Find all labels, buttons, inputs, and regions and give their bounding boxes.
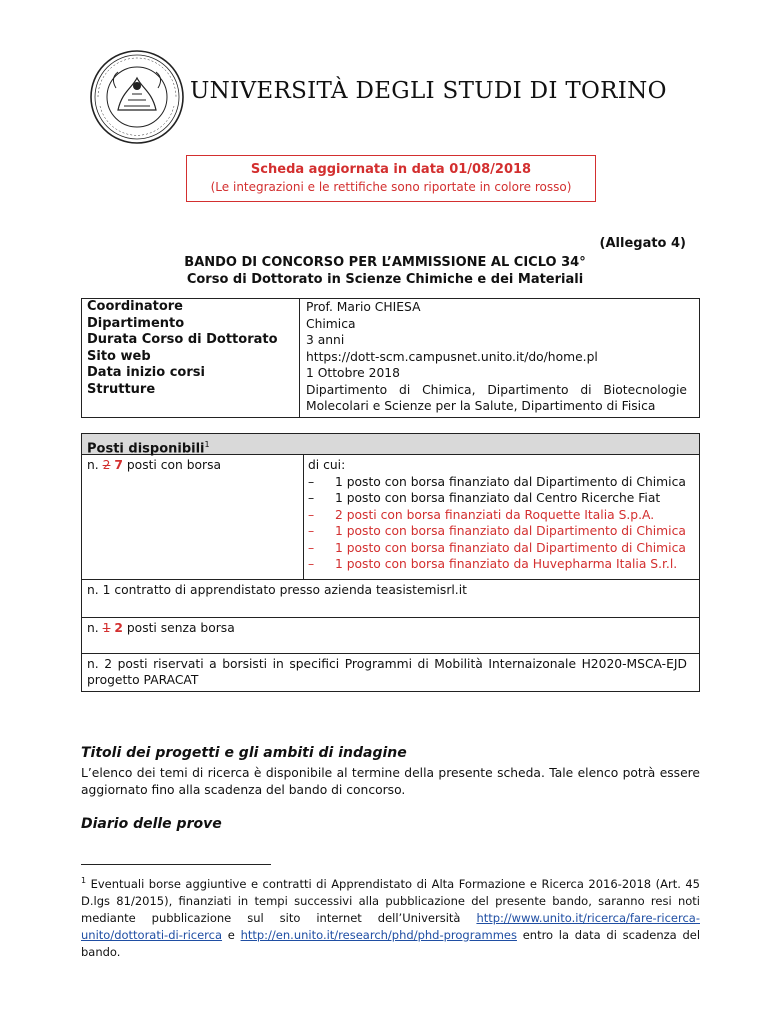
website-url[interactable]: https://dott-scm.campusnet.unito.it/do/home.pl xyxy=(306,349,598,364)
old-count: 1 xyxy=(102,620,111,635)
di-cui-label: di cui: xyxy=(308,458,346,472)
posti-heading-text: Posti disponibili xyxy=(87,441,205,457)
footnote-number: 1 xyxy=(81,876,87,885)
info-value: 3 anni xyxy=(306,333,345,347)
posti-heading xyxy=(82,434,699,455)
university-seal xyxy=(88,48,186,146)
apprendistato-text: n. 1 contratto di apprendistato presso azienda teasistemisrl.it xyxy=(87,582,467,597)
new-count: 2 xyxy=(114,620,123,635)
list-item-text: 1 posto con borsa finanziato dal Dipartimento di Chimica xyxy=(335,524,686,538)
new-count: 7 xyxy=(114,458,123,472)
footnote-link-dottorati[interactable]: http://www.unito.it/ricerca/fare-ricerca-unito/dottorati-di-ricerca xyxy=(81,910,700,942)
footnote-text-end: entro la data di scadenza del bando. xyxy=(81,927,701,959)
info-label: Dipartimento xyxy=(82,316,300,333)
footnote xyxy=(81,872,700,961)
info-row-sito xyxy=(82,349,699,366)
allegato-label: (Allegato 4) xyxy=(599,236,686,251)
update-note: (Le integrazioni e le rettifiche sono riportate in colore rosso) xyxy=(210,180,572,194)
info-row-coordinatore xyxy=(82,299,699,316)
info-row-dipartimento xyxy=(82,316,699,333)
update-date: Scheda aggiornata in data 01/08/2018 xyxy=(250,162,532,177)
bando-title-line1: BANDO DI CONCORSO PER L’AMMISSIONE AL CICLO 34° xyxy=(184,255,586,270)
dash-bullet: – xyxy=(308,557,315,571)
info-value: Chimica xyxy=(306,316,356,331)
posti-con-borsa-row xyxy=(82,455,699,580)
footnote-conjunction: e xyxy=(227,927,235,942)
dash-bullet: – xyxy=(308,524,315,538)
posti-count-cell xyxy=(82,455,304,579)
university-name: UNIVERSITÀ DEGLI STUDI DI TORINO xyxy=(190,78,667,104)
titoli-section-title: Titoli dei progetti e gli ambiti di indagine xyxy=(81,745,407,761)
bando-title xyxy=(0,254,770,288)
footnote-ref: 1 xyxy=(204,440,210,449)
list-item xyxy=(308,474,687,491)
posti-table xyxy=(81,433,700,692)
dash-bullet: – xyxy=(308,474,315,489)
info-label: Sito web xyxy=(82,349,300,366)
info-value: Prof. Mario CHIESA xyxy=(306,300,421,314)
info-value: Dipartimento di Chimica, Dipartimento di Biotecnologie Molecolari e Scienze per la Salute, Dipartimento di Fisica xyxy=(306,382,687,413)
info-value: 1 Ottobre 2018 xyxy=(306,366,400,380)
list-item xyxy=(308,556,687,573)
footnote-link-phd-programmes[interactable]: http://en.unito.it/research/phd/phd-programmes xyxy=(240,927,517,942)
update-notice-box xyxy=(186,155,596,202)
list-item xyxy=(308,523,687,540)
info-label: Durata Corso di Dottorato xyxy=(82,332,300,349)
info-label: Coordinatore xyxy=(82,299,300,316)
dash-bullet: – xyxy=(308,507,315,522)
riservati-row xyxy=(82,654,699,691)
titoli-section-text: L’elenco dei temi di ricerca è disponibile al termine della presente scheda. Tale elenco potrà essere aggiornato fino alla scadenza del bando di concorso. xyxy=(81,766,700,797)
n-prefix: n. xyxy=(87,458,99,472)
list-item xyxy=(308,490,687,507)
n-prefix: n. xyxy=(87,620,99,635)
footnote-text: Eventuali borse aggiuntive e contratti di Apprendistato di Alta Formazione e Ricerca 2016-2018 (Art. 45 D.lgs 81/2015), finanziati in tempi successivi alla pubblicazione del presente bando, saranno resi noti mediante pubblicazione sul sito internet dell’Università xyxy=(81,876,700,925)
senza-borsa-label: posti senza borsa xyxy=(126,620,235,635)
list-item-text: 2 posti con borsa finanziati da Roquette Italia S.p.A. xyxy=(335,507,655,522)
diario-section-title: Diario delle prove xyxy=(81,816,222,832)
info-row-durata xyxy=(82,332,699,349)
senza-borsa-row xyxy=(82,618,699,654)
bando-title-line2: Corso di Dottorato in Scienze Chimiche e dei Materiali xyxy=(186,272,584,287)
course-info-table xyxy=(81,298,700,418)
list-item-text: 1 posto con borsa finanziato da Huvepharma Italia S.r.l. xyxy=(335,557,678,571)
list-item-text: 1 posto con borsa finanziato dal Dipartimento di Chimica xyxy=(335,474,686,489)
info-row-data-inizio xyxy=(82,365,699,382)
info-row-strutture xyxy=(82,382,699,417)
info-label: Strutture xyxy=(82,382,300,417)
list-item xyxy=(308,540,687,557)
riservati-text: n. 2 posti riservati a borsisti in specifici Programmi di Mobilità Internaizonale H2020-MSCA-EJD progetto PARACAT xyxy=(87,656,687,687)
dash-bullet: – xyxy=(308,540,315,555)
list-item-text: 1 posto con borsa finanziato dal Dipartimento di Chimica xyxy=(335,540,686,555)
footnote-divider xyxy=(81,864,271,865)
dash-bullet: – xyxy=(308,491,315,505)
old-count: 2 xyxy=(102,458,111,472)
posti-detail-cell xyxy=(304,455,699,579)
apprendistato-row xyxy=(82,580,699,618)
con-borsa-label: posti con borsa xyxy=(126,458,222,472)
info-label: Data inizio corsi xyxy=(82,365,300,382)
list-item-text: 1 posto con borsa finanziato dal Centro Ricerche Fiat xyxy=(335,491,661,505)
list-item xyxy=(308,507,687,524)
